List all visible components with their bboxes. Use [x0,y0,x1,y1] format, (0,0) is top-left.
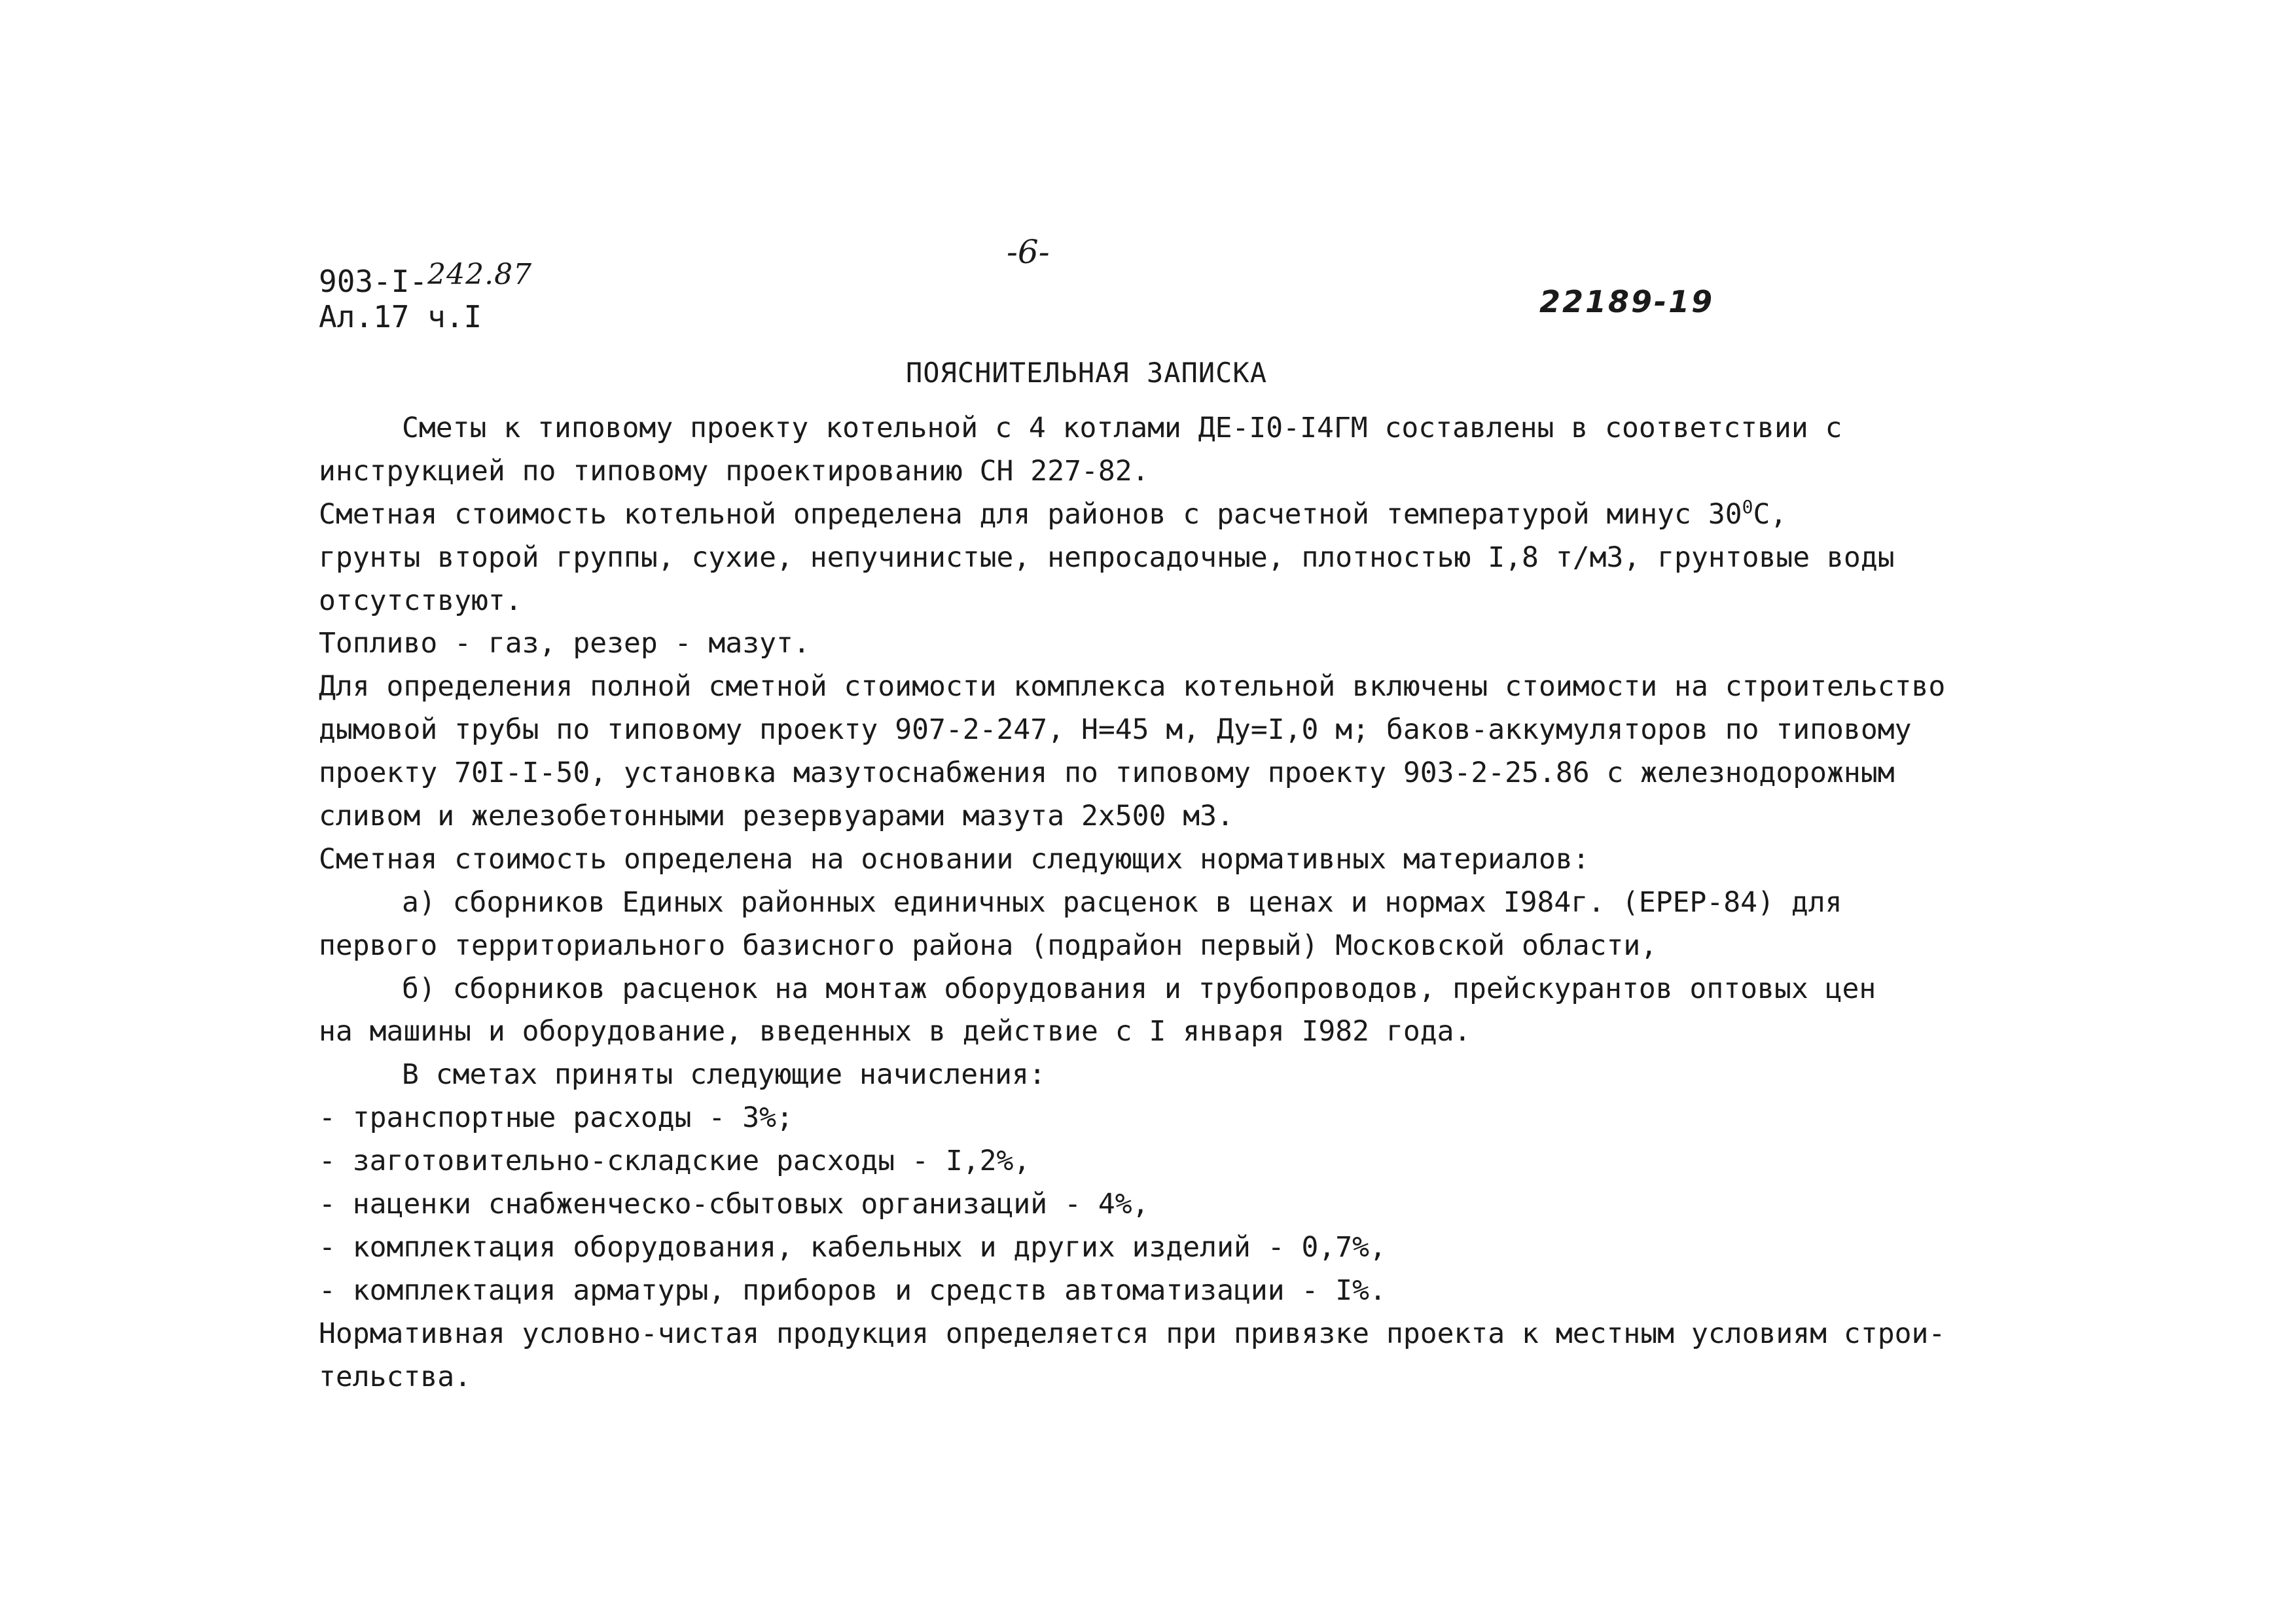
paragraph-line: Нормативная условно-чистая продукция определяется при привязке проекта к местным условиям строи- [319,1317,1946,1350]
paragraph-line [319,493,1994,537]
document-code [319,258,533,301]
paragraph-line: сливом и железобетонными резервуарами мазута 2х500 м3. [319,800,1234,833]
inventory-number: 22189-19 [1539,284,1715,319]
paragraph-text: Сметная стоимость котельной определена для районов с расчетной температурой минус 30 [319,497,1742,531]
paragraph-line: первого территориального базисного района (подрайон первый) Московской области, [319,929,1658,962]
paragraph-line: проекту 70I-I-50, установка мазутоснабжения по типовому проекту 903-2-25.86 с железнодорожным [319,757,1895,790]
degree-superscript: 0 [1742,495,1753,518]
paragraph-line: Сметы к типовому проекту котельной с 4 котлами ДЕ-I0-I4ГМ составлены в соответствии с [402,412,1842,444]
document-code-handwritten: 242.87 [427,258,533,291]
sheet-reference: Ал.17 ч.I [319,299,482,334]
list-item: - транспортные расходы - 3%; [319,1101,793,1135]
list-item: - комплектация оборудования, кабельных и других изделий - 0,7%, [319,1230,1386,1264]
paragraph-line: на машины и оборудование, введенных в действие с I января I982 года. [319,1015,1471,1048]
list-item: - комплектация арматуры, приборов и средств автоматизации - I%. [319,1274,1386,1307]
list-item: - заготовительно-складские расходы - I,2%, [319,1145,1031,1178]
paragraph-line: Топливо - газ, резер - мазут. [319,627,810,660]
paragraph-line: отсутствуют. [319,584,522,617]
paragraph-line: Для определения полной сметной стоимости комплекса котельной включены стоимости на строительство [319,670,1946,704]
body-text [319,407,1994,1399]
paragraph-text: С, [1753,497,1787,531]
paragraph-line: В сметах приняты следующие начисления: [402,1058,1046,1092]
list-item: - наценки снабженческо-сбытовых организаций - 4%, [319,1188,1149,1221]
paragraph-line: тельства. [319,1360,471,1393]
paragraph-line: Сметная стоимость определена на основании следующих нормативных материалов: [319,842,1590,876]
document-title: ПОЯСНИТЕЛЬНАЯ ЗАПИСКА [905,357,1267,389]
paragraph-line: инструкцией по типовому проектированию СН 227-82. [319,454,1149,488]
document-code-printed: 903-I- [319,264,428,299]
paragraph-line: дымовой трубы по типовому проекту 907-2-247, Н=45 м, Ду=I,0 м; баков-аккумуляторов по типовому [319,713,1912,747]
paragraph-line: б) сборников расценок на монтаж оборудования и трубопроводов, прейскурантов оптовых цен [402,972,1876,1005]
charges-list [319,1097,1994,1312]
paragraph-line: грунты второй группы, сухие, непучинистые, непросадочные, плотностью I,8 т/м3, грунтовые воды [319,541,1895,574]
page-number: -6- [1007,233,1050,271]
paragraph-line: а) сборников Единых районных единичных расценок в ценах и нормах I984г. (ЕРЕР-84) для [402,885,1842,919]
